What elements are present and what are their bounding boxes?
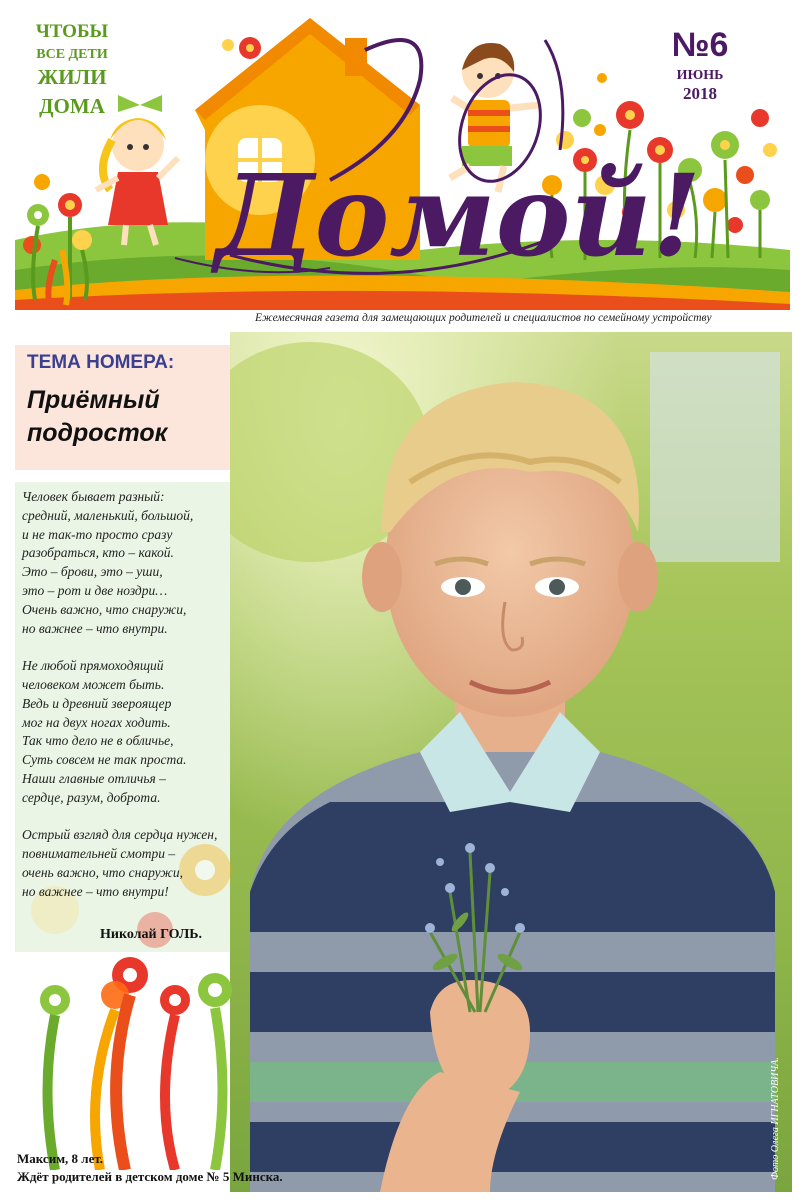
slogan-line-4: ДОМА (39, 94, 105, 119)
slogan-line-3: ЖИЛИ (37, 65, 107, 90)
slogan-line-1: ЧТОБЫ (35, 21, 109, 42)
boy-photo-illustration (230, 332, 792, 1192)
poem-stanza: Острый взгляд для сердца нужен, повнимательней смотри – очень важно, что снаружи, но важнее – что внутри! (22, 827, 218, 899)
issue-number: №6 (671, 26, 729, 64)
issue-month: ИЮНЬ (676, 68, 724, 83)
newspaper-subtitle: Ежемесячная газета для замещающих родителей и специалистов по семейному устройству (255, 312, 712, 324)
issue-info (660, 28, 740, 104)
poem-stanza: Человек бывает разный: средний, маленький, большой, и не так-то просто сразу разобраться, кто – какой. Это – брови, это – уши, это – рот и две ноздри… Очень важно, что снаружи, но важнее – что внутри. (22, 489, 194, 636)
poem-stanza: Не любой прямоходящий человеком может быть. Ведь и древний звероящер мог на двух ногах ходить. Так что дело не в обличье, Суть совсем не так проста. Наши главные отличья – сердце, разум, доброта. (22, 658, 187, 805)
caption-line-2: Ждёт родителей в детском доме № 5 Минска. (17, 1169, 283, 1184)
caption-line-1: Максим, 8 лет. (17, 1151, 104, 1166)
slogan (32, 22, 112, 118)
logo-text: Домой! (215, 151, 702, 282)
poem (22, 488, 237, 920)
slogan-line-2: ВСЕ ДЕТИ (36, 46, 108, 62)
poem-author: Николай ГОЛЬ. (100, 927, 203, 942)
theme-title: Приёмный подросток (27, 386, 168, 447)
photo-credit-text: Фото Олега ИГНАТОВИЧА. (770, 1057, 781, 1180)
photo-credit (770, 1020, 784, 1180)
cover-photo (230, 332, 792, 1192)
theme-label: ТЕМА НОМЕРА: (27, 352, 175, 373)
photo-caption (17, 1150, 283, 1186)
issue-year: 2018 (683, 84, 717, 103)
